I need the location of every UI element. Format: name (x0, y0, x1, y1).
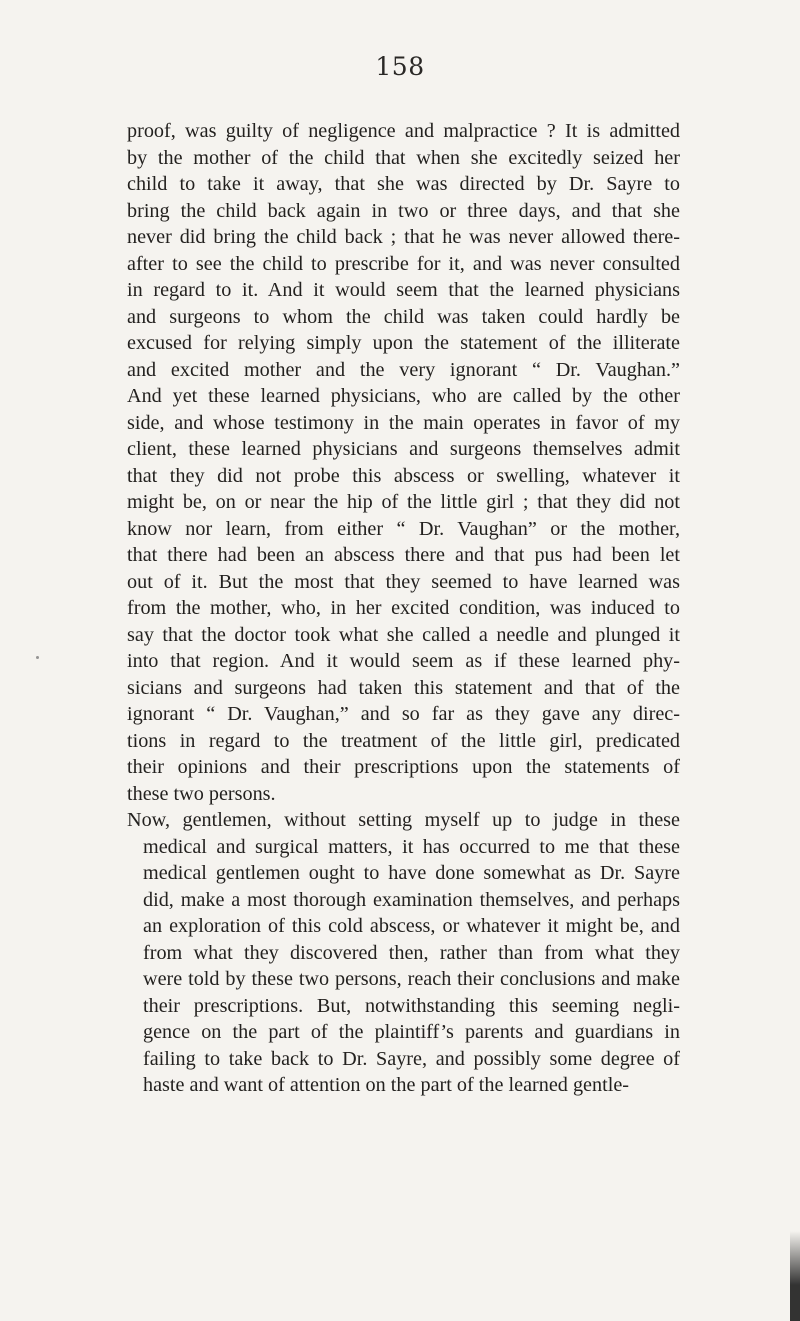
page-edge-shadow (790, 1231, 800, 1321)
text-line: sicians and surgeons had taken this statement and that of the (127, 676, 680, 699)
paragraph-1 (127, 118, 680, 807)
text-line: proof, was guilty of negligence and malpractice ? It is admitted (127, 120, 680, 142)
text-line: And yet these learned physicians, who are called by the other (127, 385, 680, 407)
text-line: did, make a most thorough examination themselves, and perhaps (143, 888, 680, 911)
text-line: client, these learned physicians and surgeons themselves admit (127, 438, 680, 460)
text-line: know nor learn, from either “ Dr. Vaughan” or the mother, (127, 517, 680, 540)
text-line: say that the doctor took what she called a needle and plunged it (127, 623, 680, 646)
text-line: into that region. And it would seem as if these learned phy- (127, 650, 680, 672)
text-line: excused for relying simply upon the statement of the illiterate (127, 332, 680, 354)
text-line: were told by these two persons, reach their conclusions and make (143, 968, 680, 990)
paragraph-2 (127, 807, 680, 1099)
text-line: failing to take back to Dr. Sayre, and possibly some degree of (143, 1047, 680, 1070)
text-line: from the mother, who, in her excited condition, was induced to (127, 597, 680, 619)
text-line: that there had been an abscess there and that pus had been let (127, 544, 680, 566)
text-line: by the mother of the child that when she excitedly seized her (127, 146, 680, 169)
text-line: their prescriptions. But, notwithstanding this seeming negli- (143, 994, 680, 1017)
text-line: ignorant “ Dr. Vaughan,” and so far as they gave any direc- (127, 703, 680, 725)
text-line: out of it. But the most that they seemed to have learned was (127, 570, 680, 593)
text-line: might be, on or near the hip of the little girl ; that they did not (127, 491, 680, 513)
text-line: medical gentlemen ought to have done somewhat as Dr. Sayre (143, 862, 680, 884)
print-speck (36, 656, 39, 659)
text-line: an exploration of this cold abscess, or whatever it might be, and (143, 915, 680, 937)
text-line: Now, gentlemen, without setting myself up to judge in these (127, 809, 680, 831)
text-line: medical and surgical matters, it has occurred to me that these (143, 835, 680, 858)
text-line: tions in regard to the treatment of the little girl, predicated (127, 729, 680, 752)
body-text (127, 118, 680, 1099)
text-line: side, and whose testimony in the main operates in favor of my (127, 411, 680, 434)
text-line: their opinions and their prescriptions upon the statements of (127, 756, 680, 778)
text-line: and excited mother and the very ignorant “ Dr. Vaughan.” (127, 358, 680, 381)
text-line: never did bring the child back ; that he was never allowed there- (127, 226, 680, 248)
text-line: that they did not probe this abscess or swelling, whatever it (127, 464, 680, 487)
text-line: and surgeons to whom the child was taken could hardly be (127, 305, 680, 328)
page-number: 158 (375, 52, 425, 81)
text-line: child to take it away, that she was directed by Dr. Sayre to (127, 173, 680, 195)
text-line: after to see the child to prescribe for it, and was never consulted (127, 252, 680, 275)
text-line: gence on the part of the plaintiff’s parents and guardians in (143, 1021, 680, 1043)
text-line: haste and want of attention on the part of the learned gentle- (143, 1074, 629, 1096)
text-line: these two persons. (127, 782, 276, 805)
text-line: bring the child back again in two or three days, and that she (127, 199, 680, 222)
text-line: from what they discovered then, rather than from what they (143, 941, 680, 964)
text-line: in regard to it. And it would seem that the learned physicians (127, 279, 680, 301)
